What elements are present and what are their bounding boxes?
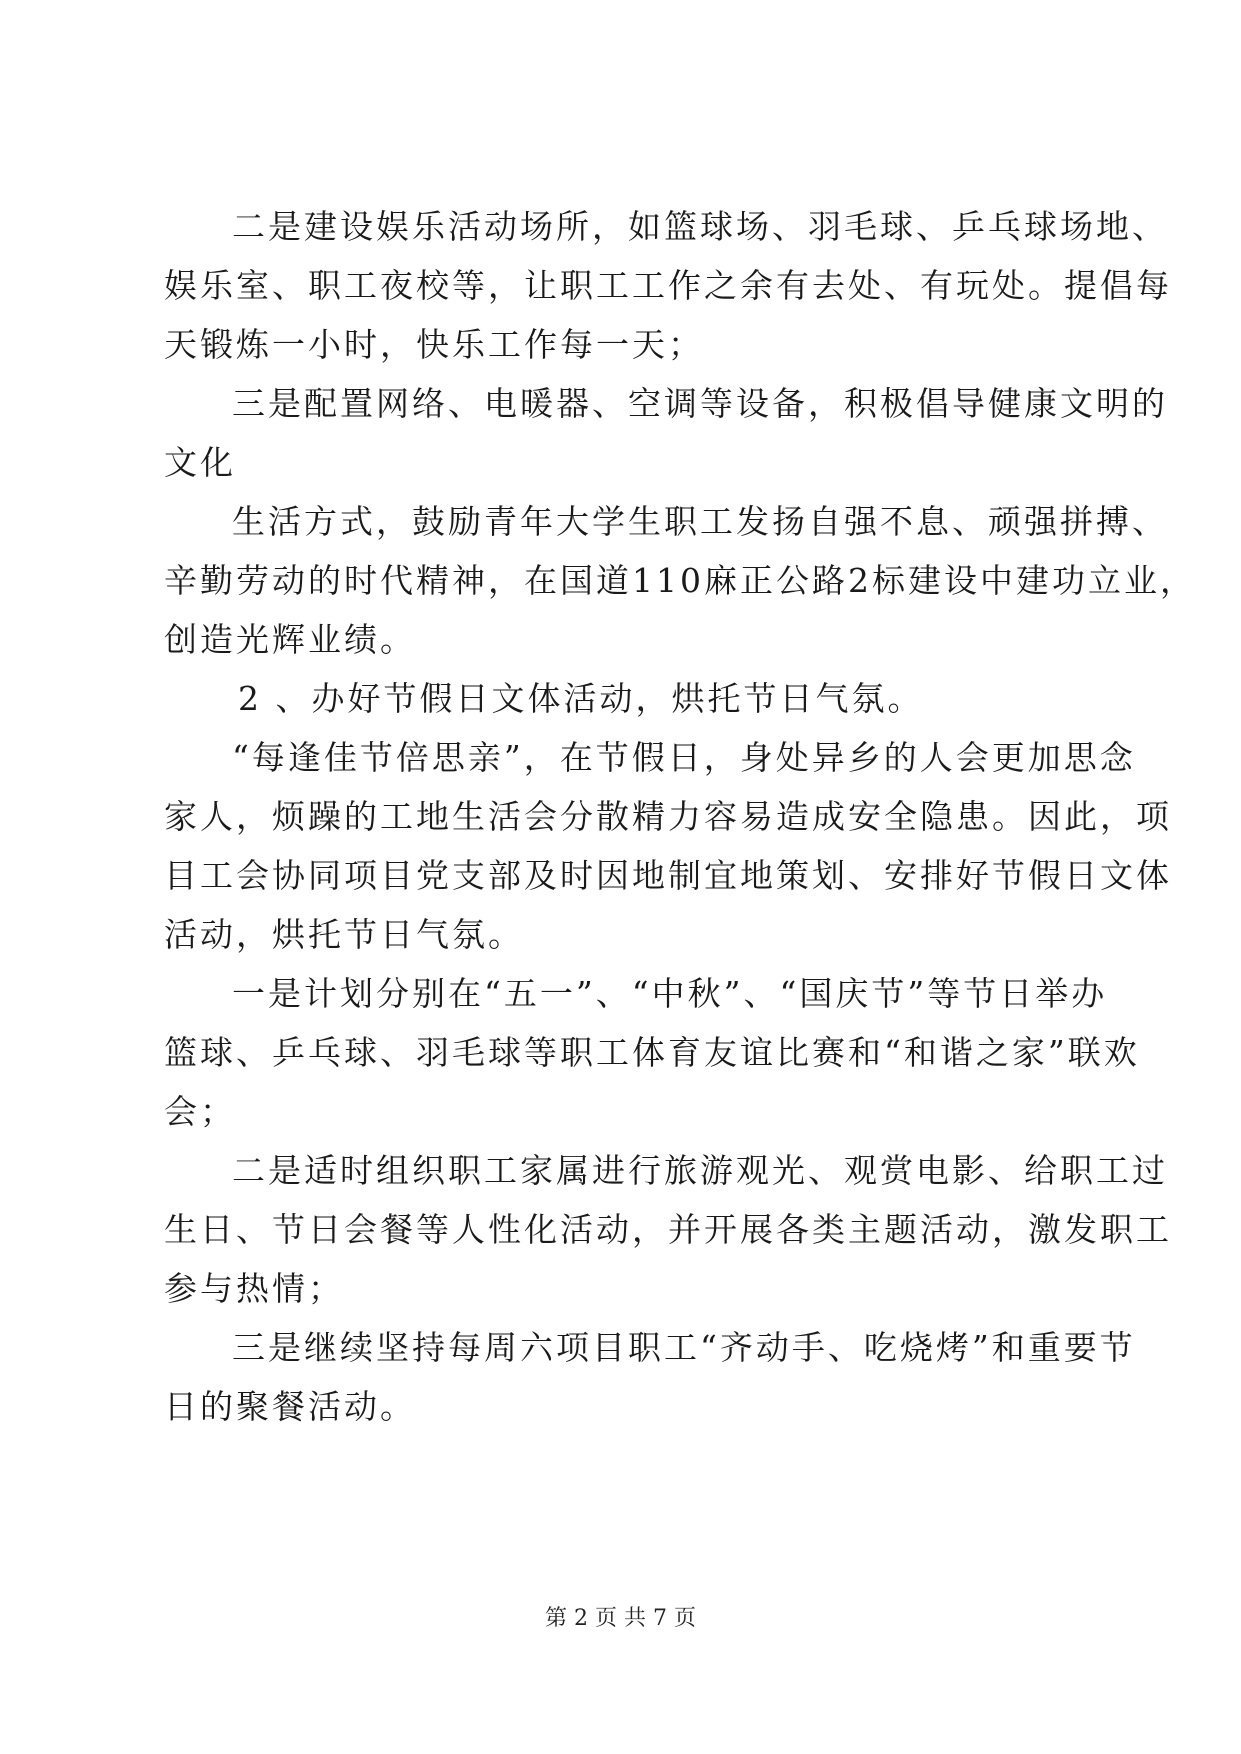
paragraph-line: 参与热情； (164, 1269, 344, 1308)
paragraph-line: 会； (164, 1092, 236, 1131)
paragraph-line: 创造光辉业绩。 (164, 620, 416, 659)
paragraph-line: 日的聚餐活动。 (164, 1387, 416, 1426)
paragraph-line: 二是适时组织职工家属进行旅游观光、观赏电影、给职工过 (232, 1151, 1168, 1190)
paragraph-line: “每逢佳节倍思亲”，在节假日，身处异乡的人会更加思念 (232, 738, 1136, 777)
paragraph-line: 天锻炼一小时，快乐工作每一天； (164, 325, 704, 364)
section-heading: 2 、办好节假日文体活动，烘托节日气氛。 (238, 679, 924, 718)
paragraph-line: 辛勤劳动的时代精神，在国道110麻正公路2标建设中建功立业， (164, 561, 1196, 600)
paragraph-line: 三是继续坚持每周六项目职工“齐动手、吃烧烤”和重要节 (232, 1328, 1136, 1367)
paragraph-line: 活动，烘托节日气氛。 (164, 915, 524, 954)
paragraph-line: 篮球、乒乓球、羽毛球等职工体育友谊比赛和“和谐之家”联欢 (164, 1033, 1140, 1072)
paragraph-line: 娱乐室、职工夜校等，让职工工作之余有去处、有玩处。提倡每 (164, 266, 1172, 305)
paragraph-line: 文化 (164, 443, 236, 482)
page-number-footer: 第 2 页 共 7 页 (545, 1606, 696, 1631)
paragraph-line: 三是配置网络、电暖器、空调等设备，积极倡导健康文明的 (232, 384, 1168, 423)
paragraph-line: 一是计划分别在“五一”、“中秋”、“国庆节”等节日举办 (232, 974, 1108, 1013)
paragraph-line: 二是建设娱乐活动场所，如篮球场、羽毛球、乒乓球场地、 (232, 207, 1168, 246)
paragraph-line: 生活方式，鼓励青年大学生职工发扬自强不息、顽强拼搏、 (232, 502, 1168, 541)
paragraph-line: 家人，烦躁的工地生活会分散精力容易造成安全隐患。因此，项 (164, 797, 1172, 836)
paragraph-line: 生日、节日会餐等人性化活动，并开展各类主题活动，激发职工 (164, 1210, 1172, 1249)
paragraph-line: 目工会协同项目党支部及时因地制宜地策划、安排好节假日文体 (164, 856, 1172, 895)
